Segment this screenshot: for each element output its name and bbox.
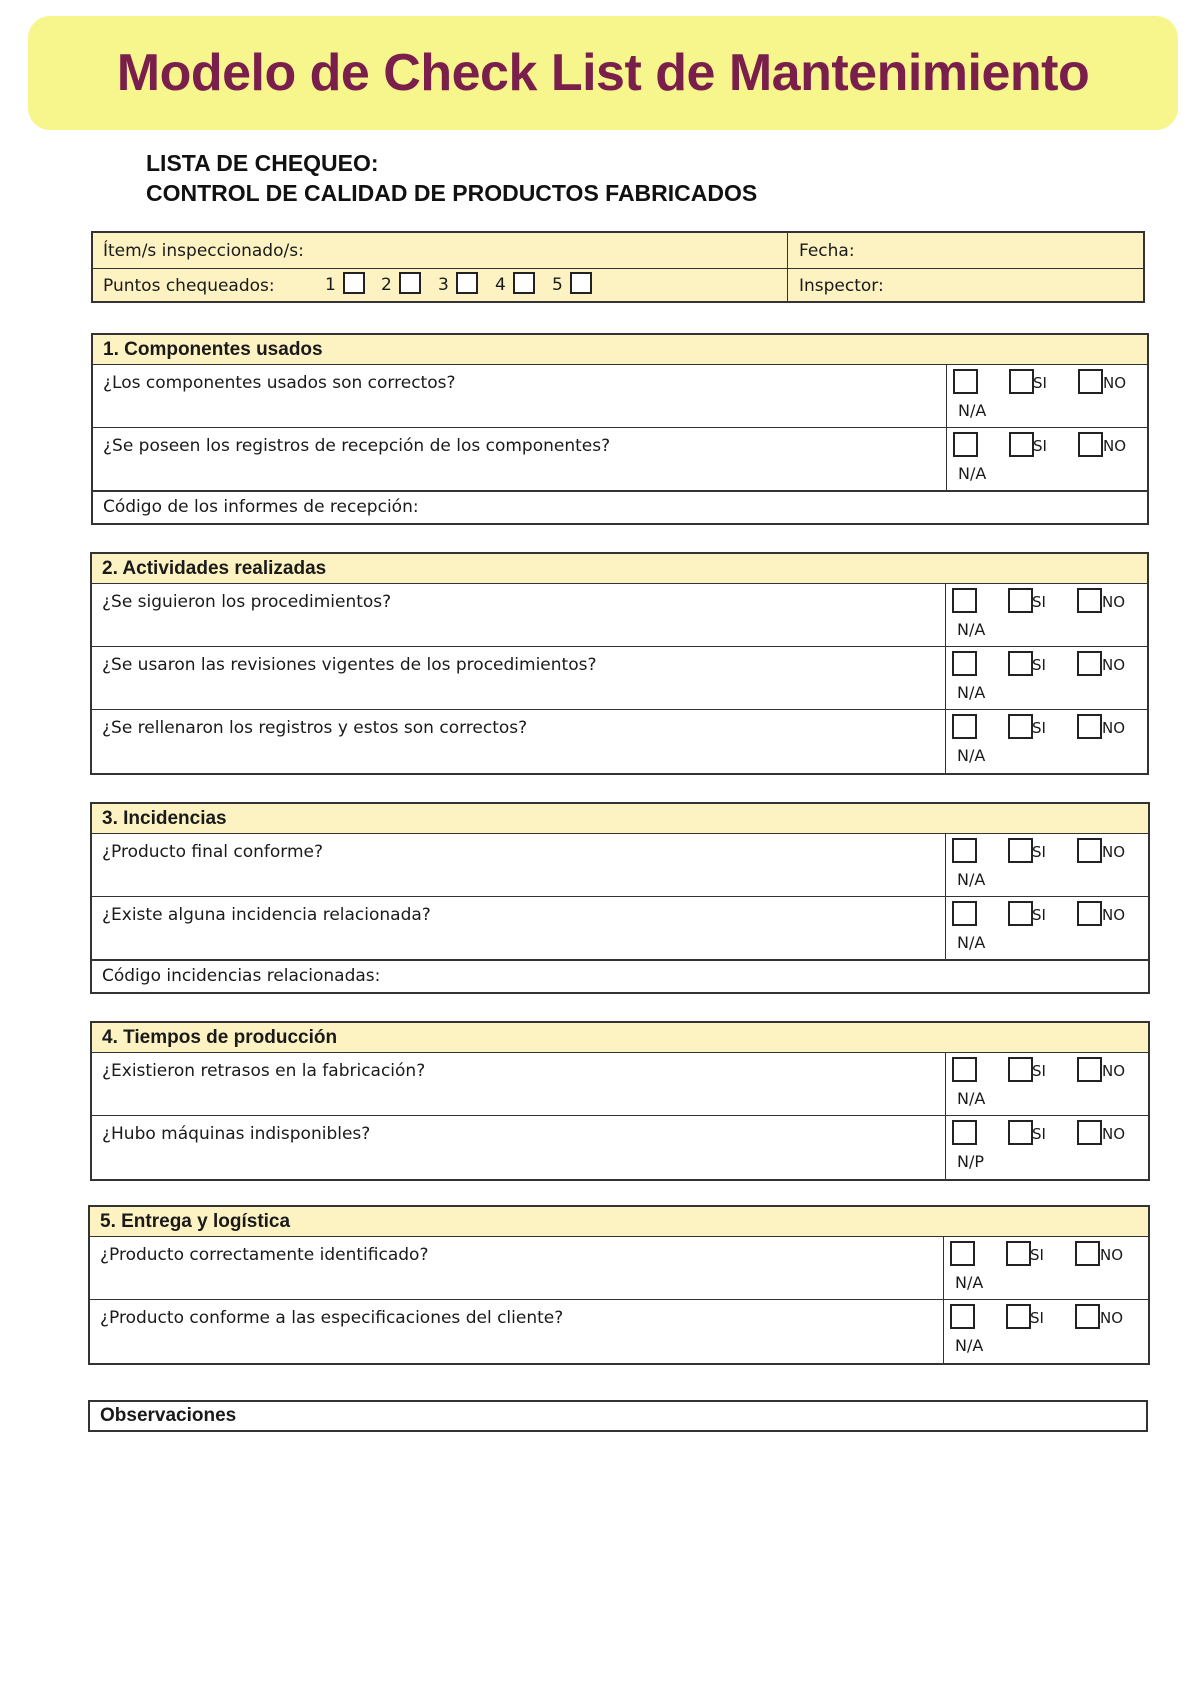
na-label: N/A: [955, 1336, 984, 1355]
no-checkbox[interactable]: [1078, 432, 1103, 457]
si-label: SI: [1032, 719, 1046, 737]
no-checkbox[interactable]: [1077, 714, 1102, 739]
question-text: ¿Se siguieron los procedimientos?: [102, 592, 392, 612]
question-text: ¿Hubo máquinas indisponibles?: [102, 1124, 371, 1144]
no-checkbox[interactable]: [1077, 901, 1102, 926]
section-title: 5. Entrega y logística: [90, 1207, 1148, 1237]
answer-options: [945, 584, 1147, 646]
question-row: [93, 428, 1147, 491]
no-label: NO: [1102, 719, 1126, 737]
question-row: [92, 584, 1147, 647]
no-label: NO: [1102, 656, 1126, 674]
si-label: SI: [1032, 843, 1046, 861]
items-inspected-field[interactable]: Ítem/s inspeccionado/s:: [103, 241, 304, 261]
point-4-checkbox[interactable]: [513, 272, 535, 294]
si-checkbox[interactable]: [1008, 901, 1033, 926]
no-checkbox[interactable]: [1077, 588, 1102, 613]
section-activities: [90, 552, 1149, 775]
na-label: N/A: [958, 401, 987, 420]
na-label: N/A: [958, 464, 987, 483]
question-text: ¿Producto conforme a las especificaciones del cliente?: [100, 1308, 564, 1328]
si-label: SI: [1030, 1309, 1044, 1327]
subtitle: [146, 148, 757, 208]
question-row: [90, 1237, 1148, 1300]
si-checkbox[interactable]: [1008, 588, 1033, 613]
na-label: N/A: [955, 1273, 984, 1292]
no-label: NO: [1102, 593, 1126, 611]
no-label: NO: [1102, 843, 1126, 861]
question-text: ¿Se usaron las revisiones vigentes de los procedimientos?: [102, 655, 597, 675]
si-checkbox[interactable]: [1006, 1241, 1031, 1266]
title-banner: [28, 16, 1178, 130]
answer-options: [943, 1237, 1148, 1299]
si-checkbox[interactable]: [1009, 369, 1034, 394]
no-checkbox[interactable]: [1077, 651, 1102, 676]
answer-options: [946, 365, 1147, 427]
observations-label: Observaciones: [100, 1405, 237, 1426]
answer-options: [945, 897, 1148, 959]
section-title: 4. Tiempos de producción: [92, 1023, 1148, 1053]
na-label: N/A: [957, 933, 986, 952]
si-checkbox[interactable]: [1008, 838, 1033, 863]
section-production-times: [90, 1021, 1150, 1181]
point-3-checkbox[interactable]: [456, 272, 478, 294]
question-row: [90, 1300, 1148, 1363]
answer-options: [945, 834, 1148, 896]
section-components: [91, 333, 1149, 525]
no-checkbox[interactable]: [1077, 1120, 1102, 1145]
np-label: N/P: [957, 1152, 985, 1171]
si-label: SI: [1032, 593, 1046, 611]
point-label: 2: [381, 275, 392, 295]
si-label: SI: [1032, 1062, 1046, 1080]
question-row: [92, 897, 1148, 960]
points-checked-label: Puntos chequeados:: [103, 276, 275, 296]
question-row: [93, 365, 1147, 428]
point-label: 5: [552, 275, 563, 295]
no-label: NO: [1103, 374, 1127, 392]
answer-options: [946, 428, 1147, 490]
question-row: [92, 1116, 1148, 1179]
no-label: NO: [1100, 1246, 1124, 1264]
point-1-checkbox[interactable]: [343, 272, 365, 294]
question-text: ¿Existe alguna incidencia relacionada?: [102, 905, 431, 925]
question-text: ¿Producto final conforme?: [102, 842, 324, 862]
section-title: 2. Actividades realizadas: [92, 554, 1147, 584]
np-checkbox[interactable]: [952, 1120, 977, 1145]
answer-options: [945, 1116, 1148, 1179]
na-checkbox[interactable]: [953, 369, 978, 394]
incidents-code-field[interactable]: Código incidencias relacionadas:: [92, 960, 1148, 992]
question-text: ¿Se rellenaron los registros y estos son correctos?: [102, 718, 528, 738]
date-field[interactable]: Fecha:: [799, 241, 855, 261]
header-row-1: [93, 233, 1143, 269]
na-checkbox[interactable]: [952, 1057, 977, 1082]
page-title: Modelo de Check List de Mantenimiento: [116, 44, 1090, 102]
no-label: NO: [1102, 906, 1126, 924]
na-checkbox[interactable]: [952, 901, 977, 926]
point-label: 4: [495, 275, 506, 295]
na-checkbox[interactable]: [952, 714, 977, 739]
si-checkbox[interactable]: [1009, 432, 1034, 457]
na-checkbox[interactable]: [952, 838, 977, 863]
na-checkbox[interactable]: [952, 588, 977, 613]
si-checkbox[interactable]: [1008, 1120, 1033, 1145]
answer-options: [945, 710, 1147, 773]
question-row: [92, 710, 1147, 773]
answer-options: [943, 1300, 1148, 1363]
answer-options: [945, 1053, 1148, 1115]
question-row: [92, 1053, 1148, 1116]
question-text: ¿Existieron retrasos en la fabricación?: [102, 1061, 426, 1081]
si-checkbox[interactable]: [1008, 1057, 1033, 1082]
si-label: SI: [1032, 656, 1046, 674]
observations-field[interactable]: [88, 1400, 1148, 1432]
question-row: [92, 647, 1147, 710]
section-title: 3. Incidencias: [92, 804, 1148, 834]
na-label: N/A: [957, 746, 986, 765]
no-label: NO: [1102, 1062, 1126, 1080]
question-row: [92, 834, 1148, 897]
na-checkbox[interactable]: [952, 651, 977, 676]
na-checkbox[interactable]: [950, 1241, 975, 1266]
header-row-2: [93, 268, 1143, 303]
section-delivery-logistics: [88, 1205, 1150, 1365]
no-checkbox[interactable]: [1077, 1057, 1102, 1082]
question-text: ¿Se poseen los registros de recepción de los componentes?: [103, 436, 611, 456]
si-label: SI: [1033, 374, 1047, 392]
na-label: N/A: [957, 683, 986, 702]
point-label: 3: [438, 275, 449, 295]
si-label: SI: [1030, 1246, 1044, 1264]
answer-options: [945, 647, 1147, 709]
no-label: NO: [1102, 1125, 1126, 1143]
point-5-checkbox[interactable]: [570, 272, 592, 294]
question-text: ¿Los componentes usados son correctos?: [103, 373, 456, 393]
no-checkbox[interactable]: [1075, 1304, 1100, 1329]
si-label: SI: [1033, 437, 1047, 455]
na-label: N/A: [957, 620, 986, 639]
na-checkbox[interactable]: [950, 1304, 975, 1329]
si-checkbox[interactable]: [1008, 651, 1033, 676]
si-checkbox[interactable]: [1006, 1304, 1031, 1329]
no-checkbox[interactable]: [1075, 1241, 1100, 1266]
reception-reports-code-field[interactable]: Código de los informes de recepción:: [93, 491, 1147, 523]
no-checkbox[interactable]: [1077, 838, 1102, 863]
no-label: NO: [1103, 437, 1127, 455]
na-label: N/A: [957, 1089, 986, 1108]
si-label: SI: [1032, 906, 1046, 924]
si-checkbox[interactable]: [1008, 714, 1033, 739]
section-incidents: [90, 802, 1150, 994]
inspection-header: [91, 231, 1145, 303]
question-text: ¿Producto correctamente identificado?: [100, 1245, 429, 1265]
point-2-checkbox[interactable]: [399, 272, 421, 294]
no-label: NO: [1100, 1309, 1124, 1327]
section-title: 1. Componentes usados: [93, 335, 1147, 365]
point-label: 1: [325, 275, 336, 295]
subtitle-line-2: CONTROL DE CALIDAD DE PRODUCTOS FABRICADOS: [146, 180, 758, 206]
subtitle-line-1: LISTA DE CHEQUEO:: [146, 150, 379, 176]
no-checkbox[interactable]: [1078, 369, 1103, 394]
na-label: N/A: [957, 870, 986, 889]
na-checkbox[interactable]: [953, 432, 978, 457]
inspector-field[interactable]: Inspector:: [799, 276, 884, 296]
si-label: SI: [1032, 1125, 1046, 1143]
